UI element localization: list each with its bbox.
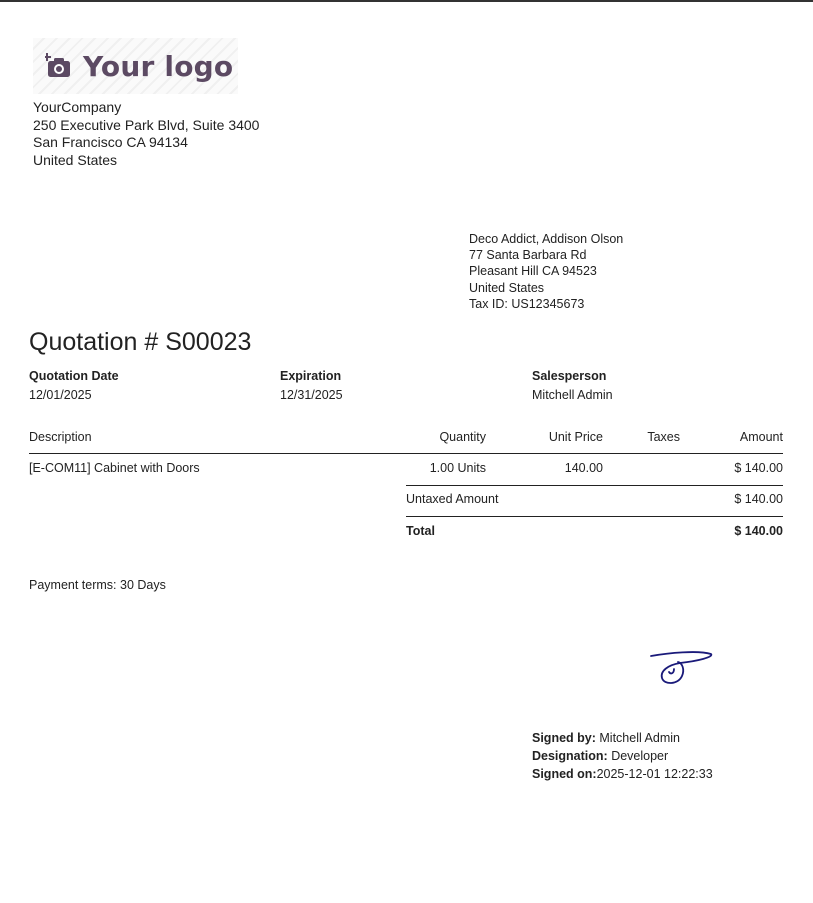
signature-details bbox=[532, 729, 713, 783]
customer-tax-id: Tax ID: US12345673 bbox=[469, 296, 585, 311]
quotation-date-value: 12/01/2025 bbox=[29, 388, 92, 402]
column-header-quantity: Quantity bbox=[439, 430, 486, 444]
untaxed-amount-value: $ 140.00 bbox=[734, 492, 783, 506]
customer-name: Deco Addict, Addison Olson bbox=[469, 232, 624, 246]
customer-country: United States bbox=[469, 280, 545, 295]
signature-image bbox=[648, 645, 714, 687]
company-address bbox=[33, 99, 259, 169]
page-top-border bbox=[0, 0, 813, 2]
company-address-line2: San Francisco CA 94134 bbox=[33, 134, 188, 150]
company-logo[interactable] bbox=[33, 38, 238, 94]
designation-line: Designation: Developer bbox=[532, 749, 669, 763]
designation-value: Developer bbox=[611, 749, 669, 763]
customer-address bbox=[469, 231, 623, 312]
payment-terms: Payment terms: 30 Days bbox=[29, 578, 166, 592]
total-divider bbox=[406, 516, 783, 517]
signed-by-value: Mitchell Admin bbox=[599, 731, 680, 745]
expiration-label: Expiration bbox=[280, 369, 342, 383]
line-amount: $ 140.00 bbox=[734, 461, 783, 475]
column-header-unit-price: Unit Price bbox=[548, 430, 603, 444]
company-name: YourCompany bbox=[33, 99, 122, 115]
company-country: United States bbox=[33, 151, 118, 168]
column-header-amount: Amount bbox=[739, 430, 783, 444]
signed-on-line: Signed on:2025-12-01 12:22:33 bbox=[532, 767, 713, 781]
quotation-date-label: Quotation Date bbox=[29, 369, 119, 383]
camera-add-icon bbox=[45, 52, 73, 80]
signed-on-value: 2025-12-01 12:22:33 bbox=[596, 767, 713, 781]
line-quantity: 1.00 Units bbox=[429, 461, 486, 475]
total-value: $ 140.00 bbox=[734, 524, 783, 538]
signed-by-line: Signed by: Mitchell Admin bbox=[532, 731, 680, 745]
expiration-value: 12/31/2025 bbox=[280, 388, 343, 402]
total-label: Total bbox=[406, 524, 435, 538]
salesperson-label: Salesperson bbox=[532, 369, 607, 383]
company-address-line1: 250 Executive Park Blvd, Suite 3400 bbox=[33, 116, 260, 133]
document-title: Quotation # S00023 bbox=[29, 328, 252, 356]
line-description: [E-COM11] Cabinet with Doors bbox=[29, 461, 200, 475]
customer-street: 77 Santa Barbara Rd bbox=[469, 248, 587, 263]
customer-city: Pleasant Hill CA 94523 bbox=[469, 264, 597, 279]
subtotal-divider bbox=[406, 485, 783, 486]
column-header-taxes: Taxes bbox=[647, 430, 680, 444]
untaxed-amount-label: Untaxed Amount bbox=[406, 492, 499, 506]
table-header-divider bbox=[29, 453, 783, 454]
logo-text: Your logo bbox=[83, 49, 234, 83]
salesperson-value: Mitchell Admin bbox=[532, 388, 613, 402]
line-unit-price: 140.00 bbox=[564, 461, 603, 475]
column-header-description: Description bbox=[29, 430, 92, 444]
